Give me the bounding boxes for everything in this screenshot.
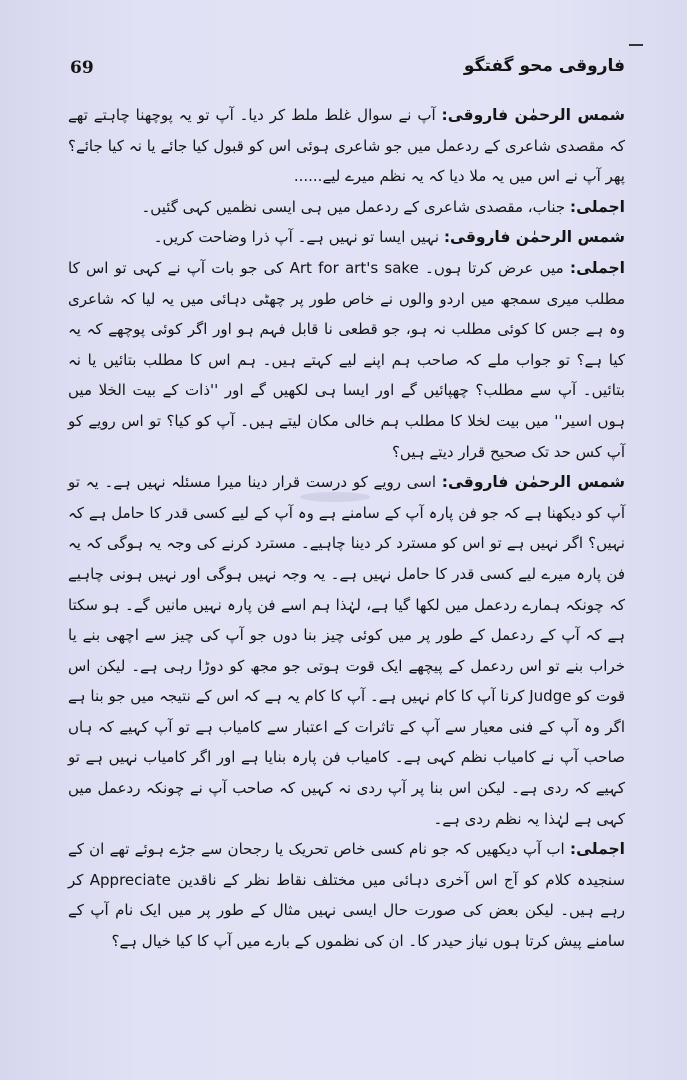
paragraph-2 [68, 192, 625, 223]
speaker-label: اجملی: [569, 840, 625, 859]
page-header [70, 52, 625, 92]
speaker-label: شمس الرحمٰن فاروقی: [443, 228, 625, 247]
paragraph-text: اسی رویے کو درست قرار دینا میرا مسئلہ نہیں ہے۔ یہ تو آپ کو دیکھنا ہے کہ جو فن پارہ آپ کے سامنے ہے وہ آپ کے لیے کسی قدر کا حامل ہے کہ نہیں؟ اگر نہیں ہے تو اس کو مسترد کر دینا چاہیے۔ مسترد کرنے کی وجہ یہ ہوگی کہ یہ فن پارہ میرے لیے کسی قدر کا حامل نہیں ہے۔ یہ وجہ نہیں ہوگی اور نہیں ہونی چاہیے کہ چونکہ ہمارے ردعمل میں لکھا گیا ہے، لہٰذا ہم اسے فن پارہ نہیں مانیں گے۔ ہو سکتا ہے کہ آپ کے ردعمل کے طور پر میں کوئی چیز بنا دوں جو آپ کی چیز سے اچھی بنے یا خراب بنے تو اس ردعمل کے پیچھے ایک قوت ہوتی جو مجھ کو دوڑا رہی ہے۔ لیکن اس قوت کو Judge کرنا آپ کا کام نہیں ہے۔ آپ کا کام یہ ہے کہ اس کے نتیجہ میں جو بنا ہے اگر وہ آپ کے فنی معیار سے آپ کے تاثرات کے اعتبار سے کامیاب ہے تو آپ کہیے کہ ہاں صاحب آپ نے کامیاب نظم کہی ہے۔ کامیاب فن پارہ بنایا ہے اور اگر کامیاب نہیں ہے تو کہیے کہ ردی ہے۔ لیکن اس بنا پر آپ ردی نہ کہیں کہ صاحب آپ نے چونکہ ردعمل میں کہی ہے لہٰذا یہ نظم ردی ہے۔ [68, 473, 626, 828]
paragraph-4 [68, 253, 625, 467]
paragraph-5 [68, 467, 625, 834]
paragraph-text: نہیں ایسا تو نہیں ہے۔ آپ ذرا وضاحت کریں۔ [153, 228, 444, 247]
paragraph-text: جناب، مقصدی شاعری کے ردعمل میں ہی ایسی نظمیں کہی گئیں۔ [141, 197, 570, 216]
speaker-label: شمس الرحمٰن فاروقی: [441, 106, 626, 124]
paragraph-6 [68, 834, 625, 956]
running-head: فاروقی محو گفتگو [463, 56, 625, 76]
paragraph-1 [68, 100, 625, 192]
paragraph-3 [68, 222, 625, 253]
paragraph-text: اب آپ دیکھیں کہ جو نام کسی خاص تحریک یا رجحان سے جڑے ہوئے تھے ان کے سنجیدہ کلام کو آج اس آخری دہائی میں مختلف نقاط نظر کے ناقدین Appreciate کر رہے ہیں۔ لیکن بعض کی صورت حال ایسی نہیں مثال کے طور پر میں ایک نام آپ کے سامنے پیش کرتا ہوں نیاز حیدر کا۔ ان کی نظموں کے بارے میں آپ کا کیا خیال ہے؟ [68, 840, 625, 951]
page-number: 69 [70, 58, 94, 78]
corner-mark [629, 44, 643, 46]
page-body [68, 100, 625, 957]
speaker-label: اجملی: [569, 258, 625, 277]
speaker-label: شمس الرحمٰن فاروقی: [441, 473, 625, 492]
speaker-label: اجملی: [569, 197, 625, 216]
paragraph-text: میں عرض کرتا ہوں۔ Art for art's sake کی جو بات آپ نے کہی تو اس کا مطلب میری سمجھ میں اردو والوں نے خاص طور پر چھٹی دہائی میں یہ لیا کہ شاعری وہ ہے جس کا کوئی مطلب نہ ہو، جو قطعی نا قابل فہم ہو اور اگر کوئی پوچھے کہ یہ کیا ہے؟ تو جواب ملے کہ صاحب ہم اپنے لیے کہتے ہیں۔ ہم اس کا مطلب بتائیں یا نہ بتائیں۔ آپ سے مطلب؟ چھپائیں گے اور ایسا ہی لکھیں گے اور ''ذات کے بیت الخلا میں ہوں اسیر'' میں بیت لخلا کا مطلب ہم خالی مکان لیتے ہیں۔ آپ کو کیا؟ تو اس رویے کو آپ کس حد تک صحیح قرار دیتے ہیں؟ [68, 258, 625, 461]
paragraph-text: آپ نے سوال غلط ملط کر دیا۔ آپ تو یہ پوچھنا چاہتے تھے کہ مقصدی شاعری کے ردعمل میں جو شاعری ہوئی اس کو قبول کیا جائے یا نہ کیا جائے؟ پھر آپ نے اس میں یہ ملا دیا کہ یہ نظم میرے لیے...... [68, 106, 625, 186]
